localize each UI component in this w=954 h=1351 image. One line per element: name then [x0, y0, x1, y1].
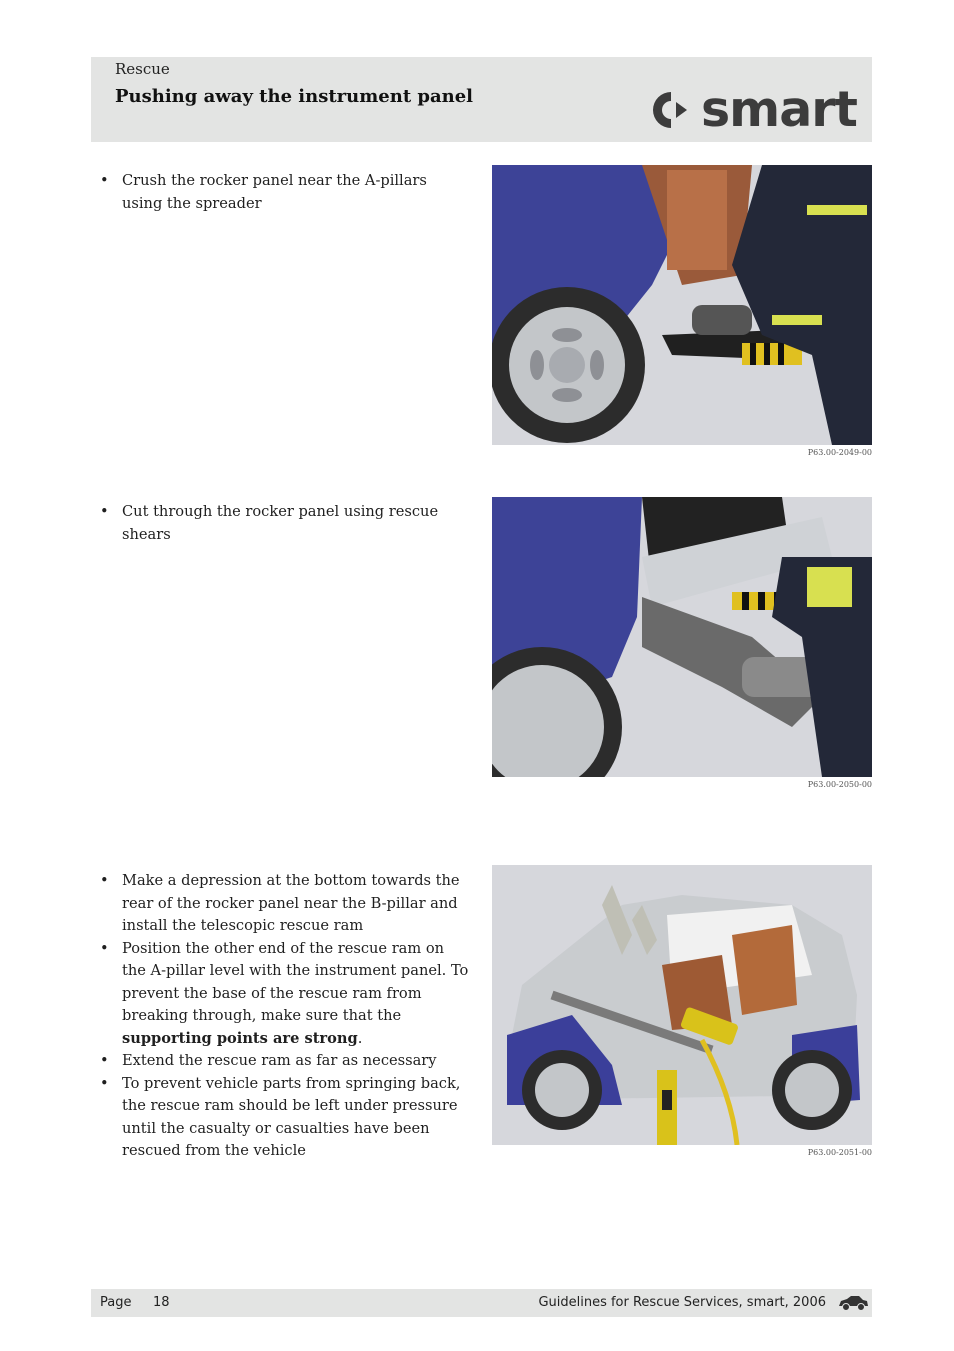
page-label: Page [100, 1295, 132, 1310]
page-number: 18 [153, 1295, 170, 1310]
bullet-text-end: . [357, 1029, 363, 1047]
list-item: • Cut through the rocker panel using rescue shears [100, 503, 439, 543]
bullet-text: To prevent vehicle parts from springing back, the rescue ram should be left under pressure until the casualty or casualties have been rescued from the vehicle [122, 1074, 461, 1159]
page-footer [91, 1289, 872, 1317]
list-item: • Position the other end of the rescue ram on the A-pillar level with the instrument panel. To prevent the base of the rescue ram from breaking through, make sure that the supporting points are strong. [100, 939, 469, 1047]
spreader-rocker-panel-photo [492, 165, 872, 445]
step-1-text [100, 170, 470, 215]
smart-logo-icon [651, 88, 695, 132]
page-header [91, 57, 872, 142]
list-item: • Extend the rescue ram as far as necessary [100, 1052, 437, 1069]
page-title: Pushing away the instrument panel [115, 86, 474, 107]
rescue-ram-photo [492, 865, 872, 1145]
rescue-shears-photo [492, 497, 872, 777]
photo-caption: P63.00-2051-00 [807, 1148, 872, 1157]
bullet-text: Cut through the rocker panel using rescue shears [122, 503, 439, 543]
list-item: • To prevent vehicle parts from springing back, the rescue ram should be left under pressure until the casualty or casualties have been rescued from the vehicle [100, 1074, 461, 1159]
bullet-text: Crush the rocker panel near the A-pillars using the spreader [122, 172, 427, 212]
bullet-emphasis: supporting points are strong [122, 1029, 358, 1047]
bullet-list [100, 870, 470, 1163]
list-item: • Crush the rocker panel near the A-pillars using the spreader [100, 172, 427, 212]
bullet-text: Make a depression at the bottom towards the rear of the rocker panel near the B-pillar and install the telescopic rescue ram [122, 872, 460, 934]
list-item: • Make a depression at the bottom towards the rear of the rocker panel near the B-pillar and install the telescopic rescue ram [100, 872, 460, 934]
bullet-list [100, 170, 470, 215]
bullet-text: Extend the rescue ram as far as necessary [122, 1052, 437, 1069]
document-title: Guidelines for Rescue Services, smart, 2006 [538, 1295, 826, 1310]
bullet-text: Position the other end of the rescue ram on the A-pillar level with the instrument panel. To prevent the base of the rescue ram from breaking through, make sure that the [122, 939, 469, 1024]
logo-text: smart [701, 81, 857, 138]
smart-logo [651, 81, 857, 138]
step-2-text [100, 501, 470, 546]
bullet-list [100, 501, 470, 546]
photo-caption: P63.00-2049-00 [807, 448, 872, 457]
step-3-text [100, 870, 470, 1163]
car-icon [837, 1294, 869, 1312]
section-label: Rescue [115, 60, 170, 78]
photo-caption: P63.00-2050-00 [807, 780, 872, 789]
